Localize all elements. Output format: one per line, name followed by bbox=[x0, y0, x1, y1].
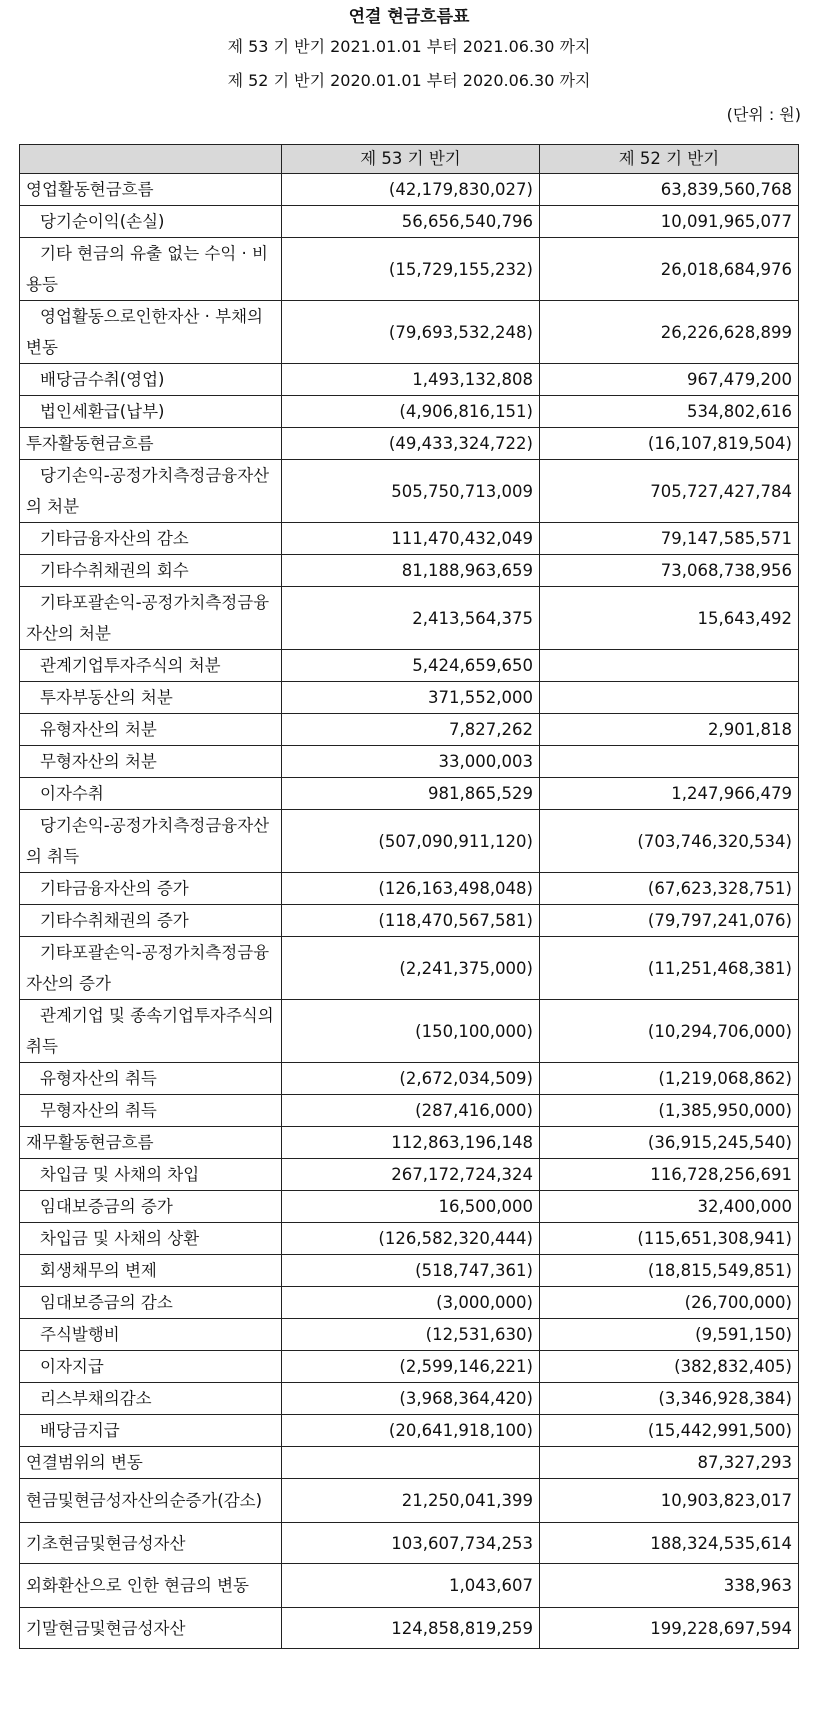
current-value: (42,179,830,027) bbox=[282, 174, 540, 206]
table-row bbox=[20, 714, 799, 746]
row-label: 기타수취채권의 증가 bbox=[20, 905, 282, 937]
current-value: 21,250,041,399 bbox=[282, 1479, 540, 1523]
table-row bbox=[20, 937, 799, 1000]
current-value: 2,413,564,375 bbox=[282, 587, 540, 650]
row-label: 외화환산으로 인한 현금의 변동 bbox=[20, 1564, 282, 1608]
prior-value: 10,091,965,077 bbox=[540, 206, 799, 238]
current-value: (2,599,146,221) bbox=[282, 1351, 540, 1383]
prior-value: (382,832,405) bbox=[540, 1351, 799, 1383]
table-row bbox=[20, 1063, 799, 1095]
table-row bbox=[20, 682, 799, 714]
table-row bbox=[20, 460, 799, 523]
row-label: 무형자산의 취득 bbox=[20, 1095, 282, 1127]
prior-value: 1,247,966,479 bbox=[540, 778, 799, 810]
current-value: (79,693,532,248) bbox=[282, 301, 540, 364]
row-label: 기타금융자산의 감소 bbox=[20, 523, 282, 555]
prior-value: 705,727,427,784 bbox=[540, 460, 799, 523]
current-value: 505,750,713,009 bbox=[282, 460, 540, 523]
row-label: 회생채무의 변제 bbox=[20, 1255, 282, 1287]
row-label: 배당금수취(영업) bbox=[20, 364, 282, 396]
current-value: (126,582,320,444) bbox=[282, 1223, 540, 1255]
row-label: 이자수취 bbox=[20, 778, 282, 810]
table-row bbox=[20, 238, 799, 301]
current-value: (4,906,816,151) bbox=[282, 396, 540, 428]
row-label: 배당금지급 bbox=[20, 1415, 282, 1447]
header-prior-period: 제 52 기 반기 bbox=[540, 145, 799, 174]
prior-value: 116,728,256,691 bbox=[540, 1159, 799, 1191]
period-current: 제 53 기 반기 2021.01.01 부터 2021.06.30 까지 bbox=[227, 37, 591, 56]
prior-value: 10,903,823,017 bbox=[540, 1479, 799, 1523]
current-value: (150,100,000) bbox=[282, 1000, 540, 1063]
prior-value: 73,068,738,956 bbox=[540, 555, 799, 587]
row-label: 재무활동현금흐름 bbox=[20, 1127, 282, 1159]
current-value: (3,000,000) bbox=[282, 1287, 540, 1319]
current-value: (20,641,918,100) bbox=[282, 1415, 540, 1447]
current-value: (118,470,567,581) bbox=[282, 905, 540, 937]
table-row bbox=[20, 1415, 799, 1447]
current-value: (3,968,364,420) bbox=[282, 1383, 540, 1415]
row-label: 차입금 및 사채의 차입 bbox=[20, 1159, 282, 1191]
prior-value: 338,963 bbox=[540, 1564, 799, 1608]
current-value: 1,493,132,808 bbox=[282, 364, 540, 396]
table-row bbox=[20, 1095, 799, 1127]
row-label: 유형자산의 처분 bbox=[20, 714, 282, 746]
current-value: (126,163,498,048) bbox=[282, 873, 540, 905]
table-row bbox=[20, 1479, 799, 1523]
current-value: 1,043,607 bbox=[282, 1564, 540, 1608]
table-row bbox=[20, 1447, 799, 1479]
row-label: 임대보증금의 감소 bbox=[20, 1287, 282, 1319]
prior-value: (16,107,819,504) bbox=[540, 428, 799, 460]
prior-value: 26,018,684,976 bbox=[540, 238, 799, 301]
table-row bbox=[20, 1287, 799, 1319]
table-row bbox=[20, 1351, 799, 1383]
table-row bbox=[20, 650, 799, 682]
prior-value: (115,651,308,941) bbox=[540, 1223, 799, 1255]
current-value: 5,424,659,650 bbox=[282, 650, 540, 682]
current-value: (287,416,000) bbox=[282, 1095, 540, 1127]
prior-value bbox=[540, 682, 799, 714]
prior-value: 2,901,818 bbox=[540, 714, 799, 746]
table-row bbox=[20, 428, 799, 460]
table-row bbox=[20, 778, 799, 810]
prior-value: 534,802,616 bbox=[540, 396, 799, 428]
row-label: 기타포괄손익-공정가치측정금융자산의 증가 bbox=[20, 937, 282, 1000]
prior-value: (10,294,706,000) bbox=[540, 1000, 799, 1063]
current-value: 124,858,819,259 bbox=[282, 1608, 540, 1649]
table-header-row bbox=[20, 145, 799, 174]
prior-value: (15,442,991,500) bbox=[540, 1415, 799, 1447]
row-label: 유형자산의 취득 bbox=[20, 1063, 282, 1095]
table-row bbox=[20, 587, 799, 650]
prior-value: (67,623,328,751) bbox=[540, 873, 799, 905]
prior-value: 967,479,200 bbox=[540, 364, 799, 396]
row-label: 기타수취채권의 회수 bbox=[20, 555, 282, 587]
table-row bbox=[20, 810, 799, 873]
current-value: 81,188,963,659 bbox=[282, 555, 540, 587]
prior-value: (1,385,950,000) bbox=[540, 1095, 799, 1127]
current-value: 56,656,540,796 bbox=[282, 206, 540, 238]
table-row bbox=[20, 1255, 799, 1287]
row-label: 투자부동산의 처분 bbox=[20, 682, 282, 714]
current-value: 112,863,196,148 bbox=[282, 1127, 540, 1159]
current-value bbox=[282, 1447, 540, 1479]
table-row bbox=[20, 1000, 799, 1063]
table-row bbox=[20, 555, 799, 587]
prior-value: (36,915,245,540) bbox=[540, 1127, 799, 1159]
table-row bbox=[20, 1608, 799, 1649]
table-row bbox=[20, 1319, 799, 1351]
row-label: 투자활동현금흐름 bbox=[20, 428, 282, 460]
table-row bbox=[20, 1127, 799, 1159]
row-label: 무형자산의 처분 bbox=[20, 746, 282, 778]
prior-value: 79,147,585,571 bbox=[540, 523, 799, 555]
row-label: 기타 현금의 유출 없는 수익 · 비용등 bbox=[20, 238, 282, 301]
current-value: (15,729,155,232) bbox=[282, 238, 540, 301]
table-row bbox=[20, 301, 799, 364]
statement-header bbox=[0, 0, 818, 132]
table-row bbox=[20, 206, 799, 238]
table-row bbox=[20, 364, 799, 396]
prior-value: (79,797,241,076) bbox=[540, 905, 799, 937]
prior-value: (9,591,150) bbox=[540, 1319, 799, 1351]
unit-label: (단위 : 원) bbox=[726, 105, 801, 124]
table-row bbox=[20, 1564, 799, 1608]
prior-value bbox=[540, 746, 799, 778]
prior-value: 15,643,492 bbox=[540, 587, 799, 650]
row-label: 기초현금및현금성자산 bbox=[20, 1523, 282, 1564]
prior-value: 87,327,293 bbox=[540, 1447, 799, 1479]
prior-value: (18,815,549,851) bbox=[540, 1255, 799, 1287]
table-row bbox=[20, 905, 799, 937]
current-value: 111,470,432,049 bbox=[282, 523, 540, 555]
row-label: 당기손익-공정가치측정금융자산의 취득 bbox=[20, 810, 282, 873]
table-row bbox=[20, 746, 799, 778]
row-label: 당기순이익(손실) bbox=[20, 206, 282, 238]
row-label: 영업활동으로인한자산 · 부채의변동 bbox=[20, 301, 282, 364]
current-value: (49,433,324,722) bbox=[282, 428, 540, 460]
current-value: 33,000,003 bbox=[282, 746, 540, 778]
current-value: (2,672,034,509) bbox=[282, 1063, 540, 1095]
row-label: 관계기업 및 종속기업투자주식의 취득 bbox=[20, 1000, 282, 1063]
current-value: 981,865,529 bbox=[282, 778, 540, 810]
current-value: 103,607,734,253 bbox=[282, 1523, 540, 1564]
prior-value: 32,400,000 bbox=[540, 1191, 799, 1223]
table-row bbox=[20, 523, 799, 555]
prior-value: 199,228,697,594 bbox=[540, 1608, 799, 1649]
table-row bbox=[20, 1191, 799, 1223]
table-row bbox=[20, 1159, 799, 1191]
prior-value: (3,346,928,384) bbox=[540, 1383, 799, 1415]
current-value: (2,241,375,000) bbox=[282, 937, 540, 1000]
current-value: 16,500,000 bbox=[282, 1191, 540, 1223]
header-current-period: 제 53 기 반기 bbox=[282, 145, 540, 174]
table-row bbox=[20, 1383, 799, 1415]
row-label: 차입금 및 사채의 상환 bbox=[20, 1223, 282, 1255]
row-label: 영업활동현금흐름 bbox=[20, 174, 282, 206]
current-value: (518,747,361) bbox=[282, 1255, 540, 1287]
row-label: 주식발행비 bbox=[20, 1319, 282, 1351]
row-label: 이자지급 bbox=[20, 1351, 282, 1383]
cash-flow-table bbox=[19, 144, 799, 1649]
prior-value: (26,700,000) bbox=[540, 1287, 799, 1319]
period-prior: 제 52 기 반기 2020.01.01 부터 2020.06.30 까지 bbox=[227, 71, 591, 90]
current-value: 7,827,262 bbox=[282, 714, 540, 746]
prior-value: 26,226,628,899 bbox=[540, 301, 799, 364]
prior-value bbox=[540, 650, 799, 682]
row-label: 당기손익-공정가치측정금융자산의 처분 bbox=[20, 460, 282, 523]
row-label: 리스부채의감소 bbox=[20, 1383, 282, 1415]
prior-value: (1,219,068,862) bbox=[540, 1063, 799, 1095]
prior-value: (703,746,320,534) bbox=[540, 810, 799, 873]
current-value: (12,531,630) bbox=[282, 1319, 540, 1351]
row-label: 기타금융자산의 증가 bbox=[20, 873, 282, 905]
row-label: 현금및현금성자산의순증가(감소) bbox=[20, 1479, 282, 1523]
row-label: 기타포괄손익-공정가치측정금융자산의 처분 bbox=[20, 587, 282, 650]
table-row bbox=[20, 174, 799, 206]
current-value: 267,172,724,324 bbox=[282, 1159, 540, 1191]
table-row bbox=[20, 396, 799, 428]
table-row bbox=[20, 1523, 799, 1564]
prior-value: (11,251,468,381) bbox=[540, 937, 799, 1000]
prior-value: 188,324,535,614 bbox=[540, 1523, 799, 1564]
table-row bbox=[20, 873, 799, 905]
current-value: 371,552,000 bbox=[282, 682, 540, 714]
statement-title: 연결 현금흐름표 bbox=[348, 7, 470, 27]
current-value: (507,090,911,120) bbox=[282, 810, 540, 873]
row-label: 연결범위의 변동 bbox=[20, 1447, 282, 1479]
row-label: 기말현금및현금성자산 bbox=[20, 1608, 282, 1649]
header-label-cell bbox=[20, 145, 282, 174]
row-label: 임대보증금의 증가 bbox=[20, 1191, 282, 1223]
row-label: 법인세환급(납부) bbox=[20, 396, 282, 428]
prior-value: 63,839,560,768 bbox=[540, 174, 799, 206]
table-row bbox=[20, 1223, 799, 1255]
row-label: 관계기업투자주식의 처분 bbox=[20, 650, 282, 682]
